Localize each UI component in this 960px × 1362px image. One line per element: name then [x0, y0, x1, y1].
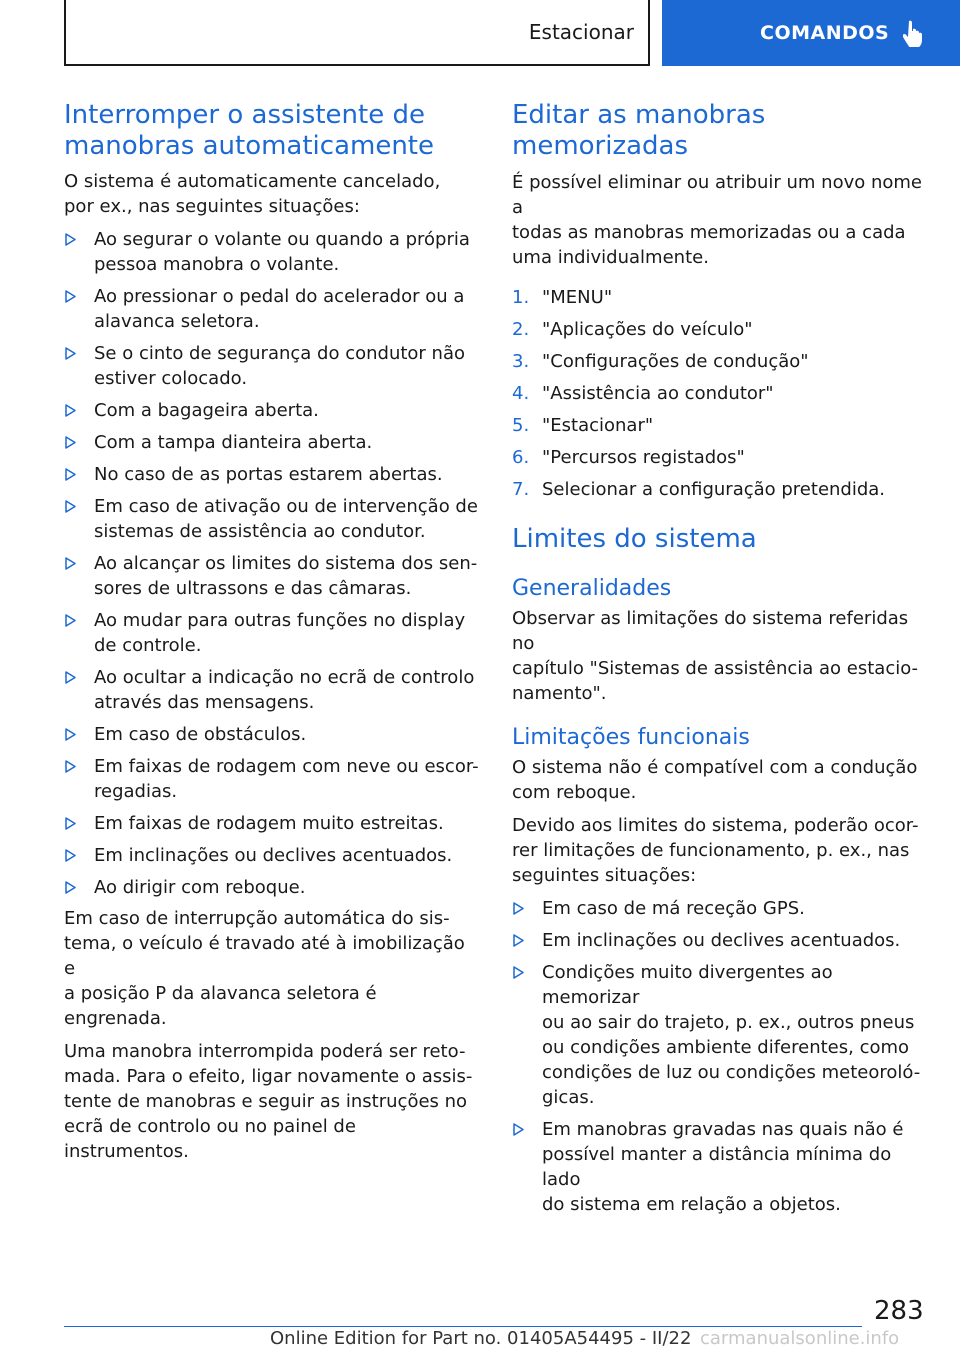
footer-edition: Online Edition for Part no. 01405A54495 - II/22	[270, 1328, 692, 1349]
triangle-bullet-icon	[65, 671, 76, 684]
triangle-bullet-icon	[65, 233, 76, 246]
step-number: 4.	[512, 383, 530, 404]
list-item: Se o cinto de segurança do condutor não estiver colocado.	[64, 341, 480, 391]
triangle-bullet-icon	[513, 902, 524, 915]
edit-steps-list	[512, 285, 932, 502]
step-item	[512, 349, 932, 374]
interrupt-paragraph-2: Uma manobra interrompida poderá ser reto- mada. Para o efeito, ligar novamente o assis- tente de manobras e seguir as instruções no ecrã de controlo ou no painel de instrumentos.	[64, 1041, 473, 1162]
triangle-bullet-icon	[65, 849, 76, 862]
interrupt-intro: O sistema é automaticamente cancelado, por ex., nas seguintes situações:	[64, 171, 441, 217]
step-item	[512, 477, 932, 502]
step-item	[512, 285, 932, 310]
step-item	[512, 413, 932, 438]
right-column	[512, 100, 932, 1217]
triangle-bullet-icon	[65, 290, 76, 303]
triangle-bullet-icon	[65, 468, 76, 481]
triangle-bullet-icon	[513, 934, 524, 947]
step-number: 5.	[512, 415, 530, 436]
step-item	[512, 381, 932, 406]
list-item: Em caso de ativação ou de intervenção de sistemas de assistência ao condutor.	[64, 494, 480, 544]
header-section-box	[64, 0, 650, 66]
step-text: "Aplicações do veículo"	[542, 319, 753, 340]
list-item: Ao alcançar os limites do sistema dos sen- sores de ultrassons e das câmaras.	[64, 551, 480, 601]
watermark: carmanualsonline.info	[700, 1328, 900, 1349]
header-section-title: Estacionar	[528, 20, 634, 44]
interrupt-bullet-list	[64, 227, 480, 900]
triangle-bullet-icon	[513, 1123, 524, 1136]
step-item	[512, 445, 932, 470]
list-item: Em faixas de rodagem muito estreitas.	[64, 811, 480, 836]
step-number: 1.	[512, 287, 530, 308]
list-item: Em manobras gravadas nas quais não é possível manter a distância mínima do lado do sistema em relação a objetos.	[512, 1117, 932, 1217]
header-chapter-title: COMANDOS	[760, 22, 890, 44]
step-text: "MENU"	[542, 287, 613, 308]
list-item: Ao dirigir com reboque.	[64, 875, 480, 900]
list-item: No caso de as portas estarem abertas.	[64, 462, 480, 487]
list-item: Condições muito divergentes ao memorizar ou ao sair do trajeto, p. ex., outros pneus ou condições ambiente diferentes, como condições de luz ou condições meteoroló- gicas.	[512, 960, 932, 1110]
limits-heading: Limites do sistema	[512, 524, 757, 554]
triangle-bullet-icon	[65, 557, 76, 570]
triangle-bullet-icon	[513, 966, 524, 979]
triangle-bullet-icon	[65, 760, 76, 773]
step-text: "Assistência ao condutor"	[542, 383, 774, 404]
functional-heading: Limitações funcionais	[512, 725, 750, 750]
step-number: 7.	[512, 479, 530, 500]
functional-text-2: Devido aos limites do sistema, poderão ocor- rer limitações de funcionamento, p. ex., nas seguintes situações:	[512, 815, 919, 886]
step-text: "Percursos registados"	[542, 447, 745, 468]
step-number: 3.	[512, 351, 530, 372]
triangle-bullet-icon	[65, 347, 76, 360]
general-heading: Generalidades	[512, 576, 672, 601]
functional-text-1: O sistema não é compatível com a condução com reboque.	[512, 757, 918, 803]
left-column	[64, 100, 480, 1164]
step-text: Selecionar a configuração pretendida.	[542, 479, 886, 500]
triangle-bullet-icon	[65, 614, 76, 627]
step-text: "Estacionar"	[542, 415, 654, 436]
page-number: 283	[874, 1296, 924, 1326]
header-chapter-box	[662, 0, 960, 66]
list-item: Em inclinações ou declives acentuados.	[512, 928, 932, 953]
step-number: 2.	[512, 319, 530, 340]
edit-intro: É possível eliminar ou atribuir um novo nome a todas as manobras memorizadas ou a cada uma individualmente.	[512, 172, 923, 268]
list-item: Ao ocultar a indicação no ecrã de controlo através das mensagens.	[64, 665, 480, 715]
step-number: 6.	[512, 447, 530, 468]
list-item: Com a tampa dianteira aberta.	[64, 430, 480, 455]
interrupt-heading: Interromper o assistente de manobras automaticamente	[64, 100, 434, 161]
triangle-bullet-icon	[65, 436, 76, 449]
triangle-bullet-icon	[65, 728, 76, 741]
edit-heading: Editar as manobras memorizadas	[512, 100, 766, 161]
list-item: Ao segurar o volante ou quando a própria pessoa manobra o volante.	[64, 227, 480, 277]
list-item: Ao mudar para outras funções no display de controle.	[64, 608, 480, 658]
list-item: Em faixas de rodagem com neve ou escor- regadias.	[64, 754, 480, 804]
hand-pointer-icon	[903, 19, 925, 47]
list-item: Em caso de obstáculos.	[64, 722, 480, 747]
step-item	[512, 317, 932, 342]
list-item: Em caso de má receção GPS.	[512, 896, 932, 921]
triangle-bullet-icon	[65, 817, 76, 830]
general-text: Observar as limitações do sistema referidas no capítulo "Sistemas de assistência ao estacio- namento".	[512, 608, 919, 704]
triangle-bullet-icon	[65, 500, 76, 513]
triangle-bullet-icon	[65, 881, 76, 894]
list-item: Com a bagageira aberta.	[64, 398, 480, 423]
interrupt-paragraph-1: Em caso de interrupção automática do sis- tema, o veículo é travado até à imobilização e a posição P da alavanca seletora é engrenada.	[64, 908, 465, 1029]
list-item: Ao pressionar o pedal do acelerador ou a alavanca seletora.	[64, 284, 480, 334]
footer-divider	[64, 1326, 862, 1327]
step-text: "Configurações de condução"	[542, 351, 809, 372]
triangle-bullet-icon	[65, 404, 76, 417]
list-item: Em inclinações ou declives acentuados.	[64, 843, 480, 868]
functional-bullet-list	[512, 896, 932, 1217]
